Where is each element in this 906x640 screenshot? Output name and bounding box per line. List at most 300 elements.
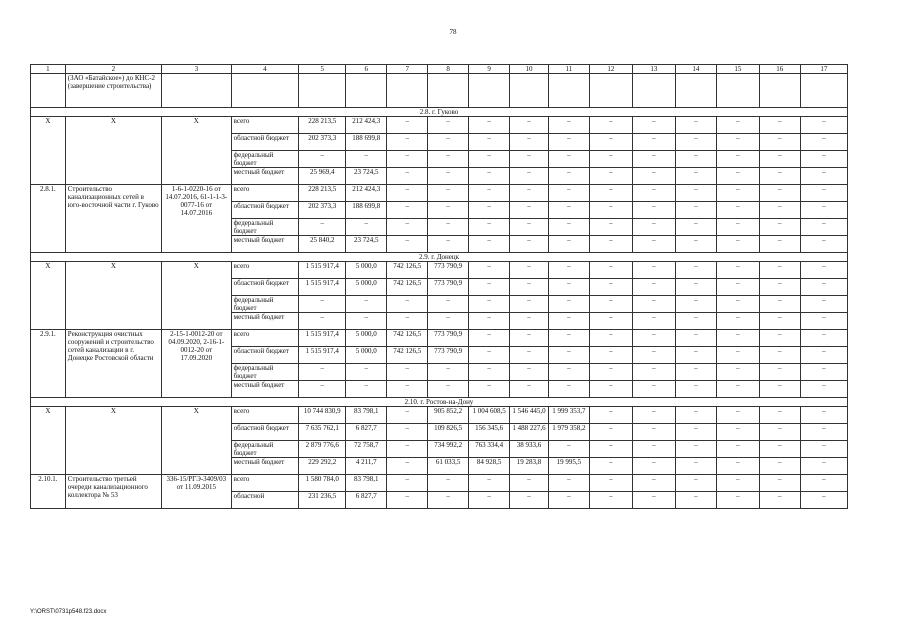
value-cell: – (589, 330, 632, 347)
value-cell: – (675, 185, 716, 202)
value-cell: – (632, 458, 675, 475)
value-cell: – (589, 296, 632, 313)
value-cell: – (759, 296, 800, 313)
value-cell: 156 345,6 (469, 424, 510, 441)
value-cell: – (428, 475, 469, 492)
value-cell: – (548, 262, 589, 279)
column-header: 2 (65, 65, 161, 74)
value-cell: – (387, 296, 428, 313)
value-cell: – (387, 441, 428, 458)
value-cell: – (589, 185, 632, 202)
value-cell: – (759, 441, 800, 458)
value-cell: 773 790,9 (428, 330, 469, 347)
value-cell: – (759, 279, 800, 296)
value-cell: – (589, 407, 632, 424)
value-cell: – (387, 151, 428, 168)
summary-row (31, 407, 848, 424)
footer-file-path: Y:\ORST\0731p548.f23.docx (30, 609, 107, 615)
value-cell: – (387, 236, 428, 253)
value-cell: 1 515 917,4 (299, 262, 346, 279)
value-cell: – (469, 296, 510, 313)
value-cell: – (675, 296, 716, 313)
value-cell: 229 292,2 (299, 458, 346, 475)
value-cell: – (548, 185, 589, 202)
value-cell: – (759, 364, 800, 381)
value-cell: – (469, 262, 510, 279)
value-cell: – (469, 347, 510, 364)
funding-source: федеральный бюджет (231, 219, 299, 236)
section-header-row (31, 253, 848, 262)
value-cell: – (548, 441, 589, 458)
value-cell: – (589, 492, 632, 509)
value-cell: – (675, 236, 716, 253)
value-cell: 773 790,9 (428, 347, 469, 364)
column-number-row (31, 65, 848, 74)
value-cell: – (510, 168, 549, 185)
value-cell: – (428, 117, 469, 134)
value-cell: – (510, 236, 549, 253)
value-cell: – (428, 381, 469, 398)
value-cell: – (589, 441, 632, 458)
value-cell: – (800, 219, 847, 236)
value-cell: – (589, 168, 632, 185)
value-cell: 72 758,7 (346, 441, 387, 458)
value-cell: – (632, 381, 675, 398)
value-cell: – (716, 236, 759, 253)
value-cell: – (548, 492, 589, 509)
value-cell: – (589, 219, 632, 236)
value-cell: – (632, 279, 675, 296)
value-cell: – (632, 313, 675, 330)
value-cell: – (675, 475, 716, 492)
value-cell: – (800, 424, 847, 441)
value-cell: – (469, 202, 510, 219)
value-cell: – (675, 262, 716, 279)
funding-source: местный бюджет (231, 381, 299, 398)
value-cell: 38 933,6 (510, 441, 549, 458)
value-cell: 188 699,8 (346, 202, 387, 219)
funding-source: областной бюджет (231, 424, 299, 441)
value-cell: – (800, 296, 847, 313)
value-cell: – (759, 347, 800, 364)
value-cell: – (759, 475, 800, 492)
value-cell: – (675, 219, 716, 236)
value-cell: 228 213,5 (299, 117, 346, 134)
continuation-row (31, 74, 848, 108)
value-cell: – (716, 296, 759, 313)
value-cell: – (510, 313, 549, 330)
project-row (31, 330, 848, 347)
value-cell: 231 236,5 (299, 492, 346, 509)
value-cell: – (716, 458, 759, 475)
funding-source: областной бюджет (231, 202, 299, 219)
funding-source: областной бюджет (231, 134, 299, 151)
value-cell: – (387, 134, 428, 151)
item-document: Х (162, 407, 232, 475)
section-header-row (31, 398, 848, 407)
value-cell: – (548, 296, 589, 313)
item-document: 1-6-1-0220-16 от 14.07.2016, 61-1-1-3-0077-16 от 14.07.2016 (162, 185, 232, 253)
value-cell: – (510, 279, 549, 296)
value-cell: – (759, 262, 800, 279)
value-cell: – (428, 364, 469, 381)
value-cell: – (800, 330, 847, 347)
value-cell: – (346, 219, 387, 236)
value-cell: 25 969,4 (299, 168, 346, 185)
value-cell: – (510, 202, 549, 219)
value-cell: – (469, 219, 510, 236)
value-cell: 1 546 445,0 (510, 407, 549, 424)
value-cell: 6 827,7 (346, 424, 387, 441)
value-cell: 83 798,1 (346, 475, 387, 492)
value-cell: 212 424,3 (346, 117, 387, 134)
item-document: Х (162, 117, 232, 185)
value-cell: – (675, 151, 716, 168)
section-header-row (31, 108, 848, 117)
value-cell: – (675, 330, 716, 347)
value-cell: – (589, 134, 632, 151)
value-cell: – (632, 117, 675, 134)
value-cell: – (800, 313, 847, 330)
column-header: 3 (162, 65, 232, 74)
value-cell: – (759, 202, 800, 219)
column-header: 10 (510, 65, 549, 74)
value-cell: – (510, 134, 549, 151)
section-title: 2.10. г. Ростов-на-Дону (31, 398, 848, 407)
value-cell: – (716, 424, 759, 441)
value-cell: – (510, 185, 549, 202)
section-title: 2.9. г. Донецк (31, 253, 848, 262)
value-cell: – (548, 279, 589, 296)
value-cell: – (510, 475, 549, 492)
value-cell: – (387, 185, 428, 202)
column-header: 11 (548, 65, 589, 74)
value-cell: – (632, 441, 675, 458)
value-cell: – (428, 236, 469, 253)
summary-row (31, 117, 848, 134)
funding-source: федеральный бюджет (231, 441, 299, 458)
value-cell: – (716, 219, 759, 236)
value-cell: – (387, 458, 428, 475)
value-cell: 83 798,1 (346, 407, 387, 424)
value-cell: – (675, 313, 716, 330)
value-cell: – (800, 236, 847, 253)
value-cell: 212 424,3 (346, 185, 387, 202)
value-cell: – (548, 219, 589, 236)
value-cell: – (428, 151, 469, 168)
value-cell: – (428, 202, 469, 219)
funding-source: местный бюджет (231, 313, 299, 330)
value-cell: – (548, 364, 589, 381)
value-cell: – (387, 424, 428, 441)
value-cell: – (759, 185, 800, 202)
value-cell: – (469, 313, 510, 330)
value-cell: 773 790,9 (428, 279, 469, 296)
value-cell: – (589, 424, 632, 441)
value-cell: – (800, 134, 847, 151)
value-cell: 742 126,5 (387, 330, 428, 347)
value-cell: – (510, 347, 549, 364)
value-cell: – (632, 202, 675, 219)
value-cell: 23 724,5 (346, 236, 387, 253)
value-cell: – (387, 117, 428, 134)
value-cell: – (589, 202, 632, 219)
value-cell: 5 000,0 (346, 330, 387, 347)
funding-source: всего (231, 185, 299, 202)
value-cell: 10 744 830,9 (299, 407, 346, 424)
value-cell: – (759, 492, 800, 509)
funding-source: местный бюджет (231, 236, 299, 253)
value-cell: – (299, 313, 346, 330)
value-cell: – (632, 219, 675, 236)
value-cell: – (469, 381, 510, 398)
funding-source: федеральный бюджет (231, 151, 299, 168)
value-cell: – (346, 151, 387, 168)
value-cell: – (800, 168, 847, 185)
value-cell: – (428, 296, 469, 313)
value-cell: – (387, 407, 428, 424)
value-cell: – (346, 313, 387, 330)
value-cell: – (548, 117, 589, 134)
value-cell: 19 995,5 (548, 458, 589, 475)
value-cell: – (548, 347, 589, 364)
value-cell: – (716, 407, 759, 424)
project-row (31, 475, 848, 492)
value-cell: – (589, 475, 632, 492)
column-header: 13 (632, 65, 675, 74)
value-cell: – (800, 441, 847, 458)
funding-source: всего (231, 262, 299, 279)
value-cell: – (548, 134, 589, 151)
funding-source: областной бюджет (231, 279, 299, 296)
value-cell: 773 790,9 (428, 262, 469, 279)
value-cell: – (510, 492, 549, 509)
value-cell: – (800, 492, 847, 509)
value-cell: – (675, 117, 716, 134)
item-number: 2.10.1. (31, 475, 66, 509)
value-cell: 1 488 227,6 (510, 424, 549, 441)
value-cell: 5 000,0 (346, 347, 387, 364)
value-cell: – (469, 475, 510, 492)
item-document: Х (162, 262, 232, 330)
value-cell: – (589, 313, 632, 330)
value-cell: – (589, 279, 632, 296)
value-cell: 742 126,5 (387, 262, 428, 279)
column-header: 8 (428, 65, 469, 74)
value-cell: – (800, 202, 847, 219)
item-name: Х (65, 262, 161, 330)
value-cell: – (716, 185, 759, 202)
value-cell: – (632, 492, 675, 509)
value-cell: – (469, 236, 510, 253)
value-cell: – (800, 279, 847, 296)
value-cell: – (675, 202, 716, 219)
value-cell: 19 283,8 (510, 458, 549, 475)
value-cell: – (299, 219, 346, 236)
value-cell: 2 879 776,6 (299, 441, 346, 458)
value-cell: – (716, 151, 759, 168)
column-header: 7 (387, 65, 428, 74)
column-header: 16 (759, 65, 800, 74)
value-cell: – (759, 458, 800, 475)
funding-source: местный бюджет (231, 458, 299, 475)
value-cell: 202 373,3 (299, 202, 346, 219)
value-cell: 742 126,5 (387, 279, 428, 296)
value-cell: – (632, 330, 675, 347)
item-number: Х (31, 117, 66, 185)
value-cell: – (346, 381, 387, 398)
value-cell: – (548, 475, 589, 492)
value-cell: – (632, 151, 675, 168)
value-cell: – (589, 347, 632, 364)
value-cell: – (716, 475, 759, 492)
funding-source: федеральный бюджет (231, 364, 299, 381)
column-header: 15 (716, 65, 759, 74)
value-cell: 905 852,2 (428, 407, 469, 424)
item-name: Х (65, 407, 161, 475)
value-cell: – (589, 151, 632, 168)
funding-source: местный бюджет (231, 168, 299, 185)
value-cell: – (469, 151, 510, 168)
funding-source: всего (231, 407, 299, 424)
value-cell: – (675, 424, 716, 441)
value-cell: – (589, 262, 632, 279)
value-cell: – (510, 151, 549, 168)
value-cell: 742 126,5 (387, 347, 428, 364)
value-cell: – (548, 202, 589, 219)
value-cell: – (675, 134, 716, 151)
column-header: 4 (231, 65, 299, 74)
item-number: 2.9.1. (31, 330, 66, 398)
item-number: 2.8.1. (31, 185, 66, 253)
value-cell: – (510, 381, 549, 398)
column-header: 6 (346, 65, 387, 74)
value-cell: – (387, 475, 428, 492)
budget-table (30, 64, 848, 509)
value-cell: 228 213,5 (299, 185, 346, 202)
value-cell: – (716, 441, 759, 458)
value-cell: – (510, 117, 549, 134)
value-cell: – (387, 364, 428, 381)
value-cell: 1 515 917,4 (299, 330, 346, 347)
value-cell: – (800, 407, 847, 424)
value-cell: – (548, 168, 589, 185)
column-header: 9 (469, 65, 510, 74)
value-cell: – (800, 185, 847, 202)
value-cell: – (759, 407, 800, 424)
value-cell: – (632, 475, 675, 492)
funding-source: всего (231, 475, 299, 492)
value-cell: – (800, 381, 847, 398)
value-cell: – (589, 364, 632, 381)
column-header: 5 (299, 65, 346, 74)
value-cell: 1 515 917,4 (299, 279, 346, 296)
value-cell: – (716, 492, 759, 509)
funding-source: всего (231, 117, 299, 134)
value-cell: – (589, 236, 632, 253)
value-cell: – (428, 168, 469, 185)
value-cell: – (716, 168, 759, 185)
value-cell: – (759, 330, 800, 347)
value-cell: – (716, 262, 759, 279)
value-cell: – (716, 364, 759, 381)
value-cell: – (800, 364, 847, 381)
value-cell: 109 826,5 (428, 424, 469, 441)
value-cell: – (346, 296, 387, 313)
value-cell: – (759, 151, 800, 168)
value-cell: – (469, 330, 510, 347)
value-cell: – (675, 381, 716, 398)
value-cell: – (675, 347, 716, 364)
value-cell: – (716, 381, 759, 398)
funding-source: областной бюджет (231, 347, 299, 364)
value-cell: – (428, 134, 469, 151)
item-name: Строительство третьей очереди канализационного коллектора № 53 (65, 475, 161, 509)
value-cell: – (759, 313, 800, 330)
value-cell: – (548, 151, 589, 168)
value-cell: – (387, 492, 428, 509)
value-cell: – (800, 151, 847, 168)
value-cell: – (469, 117, 510, 134)
value-cell: 763 334,4 (469, 441, 510, 458)
value-cell: – (428, 219, 469, 236)
value-cell: – (299, 151, 346, 168)
item-number: Х (31, 407, 66, 475)
value-cell: – (800, 117, 847, 134)
value-cell: – (716, 347, 759, 364)
continuation-text: (ЗАО «Батайское») до КНС-2 (завершение строительства) (65, 74, 161, 108)
value-cell: – (632, 236, 675, 253)
value-cell: – (716, 313, 759, 330)
column-header: 14 (675, 65, 716, 74)
item-name: Реконструкция очистных сооружений и строительство сетей канализации в г. Донецке Ростовской области (65, 330, 161, 398)
value-cell: – (299, 381, 346, 398)
value-cell: 1 004 608,5 (469, 407, 510, 424)
column-header: 1 (31, 65, 66, 74)
funding-source: областной (231, 492, 299, 509)
value-cell: – (675, 168, 716, 185)
value-cell: – (759, 236, 800, 253)
value-cell: – (759, 134, 800, 151)
value-cell: – (800, 458, 847, 475)
value-cell: 1 979 358,2 (548, 424, 589, 441)
value-cell: – (759, 381, 800, 398)
value-cell: – (548, 381, 589, 398)
value-cell: – (387, 381, 428, 398)
value-cell: – (428, 492, 469, 509)
value-cell: – (510, 330, 549, 347)
value-cell: 6 827,7 (346, 492, 387, 509)
value-cell: – (632, 407, 675, 424)
value-cell: – (675, 407, 716, 424)
value-cell: 7 635 762,1 (299, 424, 346, 441)
value-cell: 4 211,7 (346, 458, 387, 475)
value-cell: – (716, 117, 759, 134)
page-number: 78 (449, 28, 457, 36)
value-cell: – (632, 364, 675, 381)
value-cell: – (675, 458, 716, 475)
value-cell: – (428, 313, 469, 330)
value-cell: – (632, 185, 675, 202)
value-cell: – (469, 134, 510, 151)
value-cell: – (675, 364, 716, 381)
item-name: Х (65, 117, 161, 185)
value-cell: 61 033,5 (428, 458, 469, 475)
value-cell: – (510, 364, 549, 381)
value-cell: – (675, 441, 716, 458)
value-cell: – (632, 296, 675, 313)
value-cell: – (299, 364, 346, 381)
